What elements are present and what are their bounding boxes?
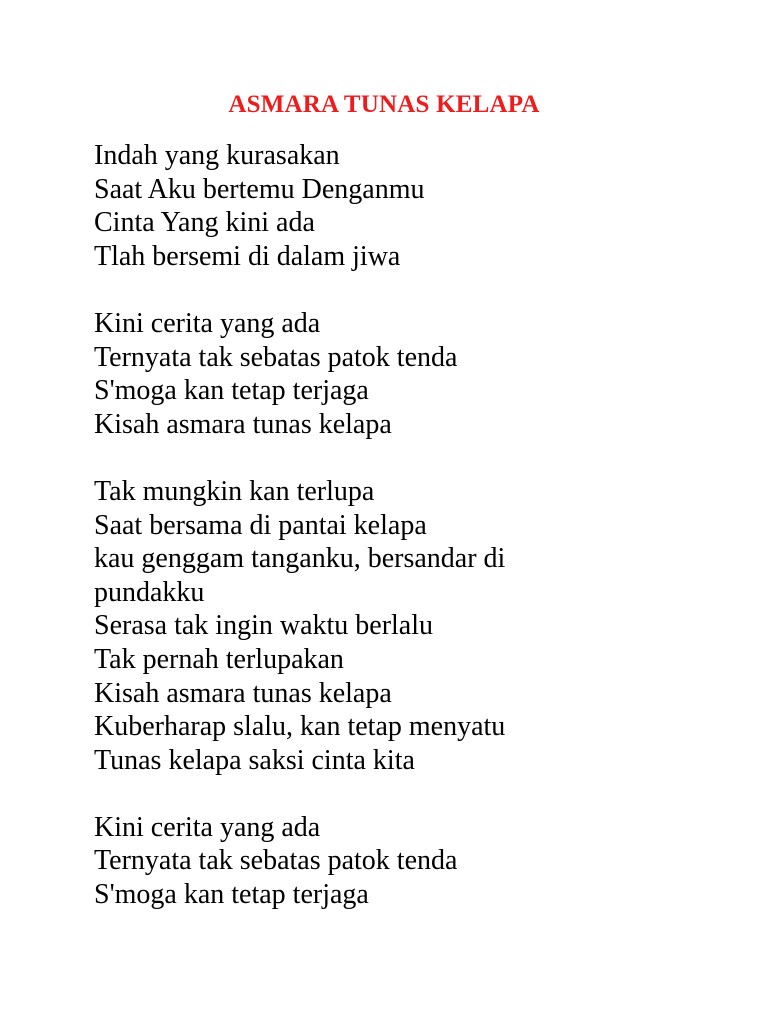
- stanza-1: [94, 139, 564, 273]
- lyric-line: Serasa tak ingin waktu berlalu: [94, 610, 434, 642]
- lyric-line: Tak pernah terlupakan: [94, 643, 344, 675]
- lyric-line: Kisah asmara tunas kelapa: [94, 677, 392, 709]
- lyric-line: Ternyata tak sebatas patok tenda: [94, 845, 458, 877]
- stanza-4: [94, 811, 564, 912]
- lyric-line: Indah yang kurasakan: [94, 140, 340, 171]
- lyric-line: Kini cerita yang ada: [94, 307, 321, 339]
- song-title: ASMARA TUNAS KELAPA: [228, 91, 540, 118]
- lyric-line: Kuberharap slalu, kan tetap menyatu: [94, 711, 506, 743]
- lyric-line: Saat Aku bertemu Denganmu: [94, 173, 425, 205]
- lyric-line: Kini cerita yang ada: [94, 811, 321, 843]
- lyric-line: pundakku: [94, 576, 205, 608]
- lyric-line: S'moga kan tetap terjaga: [94, 879, 369, 911]
- lyric-line: kau genggam tanganku, bersandar di: [94, 543, 506, 575]
- lyric-line: Tunas kelapa saksi cinta kita: [94, 744, 415, 776]
- lyric-line: Tak mungkin kan terlupa: [94, 475, 375, 507]
- stanza-3: [94, 475, 564, 777]
- lyric-line: Kisah asmara tunas kelapa: [94, 408, 392, 440]
- lyric-line: Saat bersama di pantai kelapa: [94, 509, 427, 541]
- lyric-line: S'moga kan tetap terjaga: [94, 375, 369, 407]
- lyric-line: Cinta Yang kini ada: [94, 207, 315, 239]
- stanza-2: [94, 307, 564, 441]
- lyric-line: Ternyata tak sebatas patok tenda: [94, 341, 458, 373]
- lyrics-body: [94, 139, 564, 945]
- lyric-line: Tlah bersemi di dalam jiwa: [94, 240, 401, 272]
